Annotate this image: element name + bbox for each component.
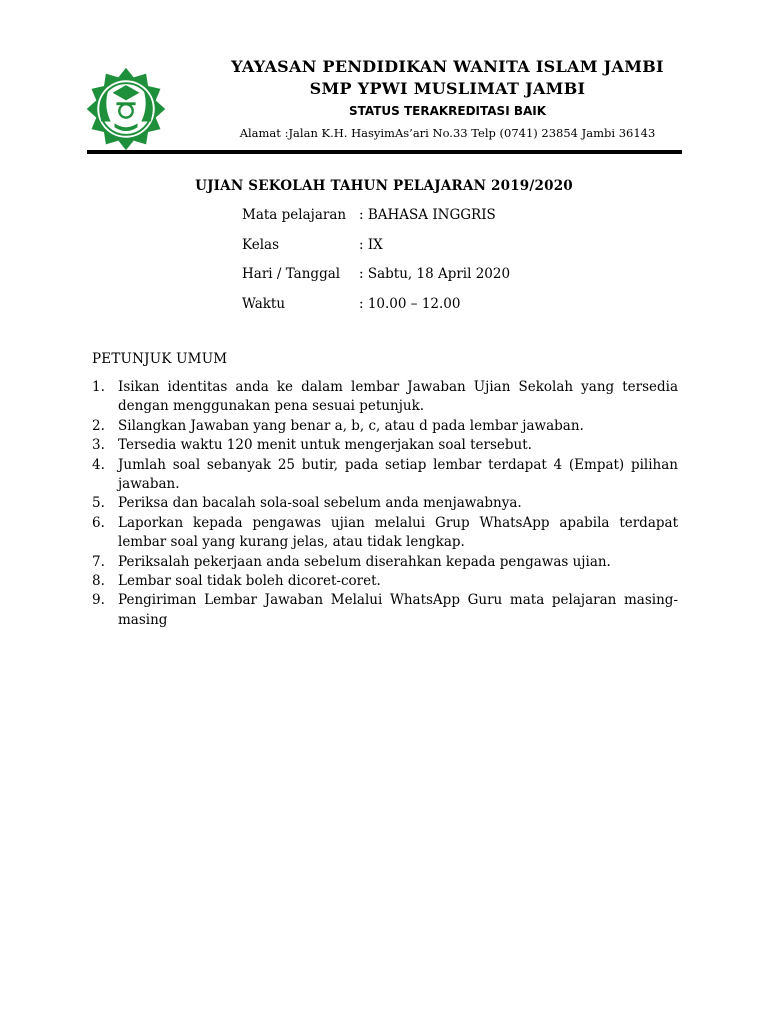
list-item [92,572,678,591]
list-number: 4. [92,456,105,473]
list-item [92,436,678,455]
detail-row-class [242,237,510,267]
list-number: 1. [92,379,105,395]
detail-value: : Sabtu, 18 April 2020 [359,266,511,282]
accreditation-status: STATUS TERAKREDITASI BAIK [348,104,547,118]
detail-label: Kelas [242,236,280,253]
list-text: Tersedia waktu 120 menit untuk mengerjakan soal tersebut. [118,437,532,454]
list-text: Isikan identitas anda ke dalam lembar Jawaban Ujian Sekolah yang tersedia dengan menggunakan pena sesuai petunjuk. [118,379,678,415]
list-text: Lembar soal tidak boleh dicoret-coret. [118,573,381,590]
list-text: Pengiriman Lembar Jawaban Melalui WhatsApp Guru mata pelajaran masing-masing [118,592,678,628]
list-text: Periksa dan bacalah sola-soal sebelum anda menjawabnya. [118,495,522,512]
letterhead [205,56,690,143]
exam-details [242,207,510,325]
detail-row-subject [242,207,510,237]
list-number: 5. [92,495,105,512]
detail-label: Mata pelajaran [242,207,347,223]
school-emblem-icon [78,64,174,154]
detail-row-date [242,266,510,296]
list-text: Laporkan kepada pengawas ujian melalui Grup WhatsApp apabila terdapat lembar soal yang kurang jelas, atau tidak lengkap. [118,514,678,551]
school-name: SMP YPWI MUSLIMAT JAMBI [309,79,586,98]
header-divider [87,150,682,154]
school-address: Alamat :Jalan K.H. HasyimAs’ari No.33 Telp (0741) 23854 Jambi 36143 [239,126,656,140]
list-text: Periksalah pekerjaan anda sebelum diserahkan kepada pengawas ujian. [118,553,611,570]
instructions-list [92,378,678,630]
list-item [92,378,678,417]
list-number: 7. [92,553,105,570]
list-item [92,456,678,495]
list-number: 9. [92,592,105,609]
list-item [92,591,678,630]
exam-title: UJIAN SEKOLAH TAHUN PELAJARAN 2019/2020 [195,178,573,194]
instructions-heading: PETUNJUK UMUM [92,351,228,367]
detail-value: : 10.00 – 12.00 [359,295,461,312]
list-text: Silangkan Jawaban yang benar a, b, c, atau d pada lembar jawaban. [118,417,584,434]
list-item [92,494,678,513]
detail-row-time [242,296,510,326]
list-text: Jumlah soal sebanyak 25 butir, pada setiap lembar terdapat 4 (Empat) pilihan jawaban. [118,456,678,493]
detail-value: : IX [359,236,383,253]
detail-label: Waktu [242,295,286,312]
list-item [92,514,678,553]
list-number: 6. [92,514,105,531]
list-number: 3. [92,437,105,454]
list-item [92,553,678,572]
detail-value: : BAHASA INGGRIS [359,207,496,223]
list-number: 8. [92,573,105,590]
foundation-name: YAYASAN PENDIDIKAN WANITA ISLAM JAMBI [231,57,664,76]
list-number: 2. [92,417,105,434]
detail-label: Hari / Tanggal [242,266,341,282]
list-item [92,417,678,436]
